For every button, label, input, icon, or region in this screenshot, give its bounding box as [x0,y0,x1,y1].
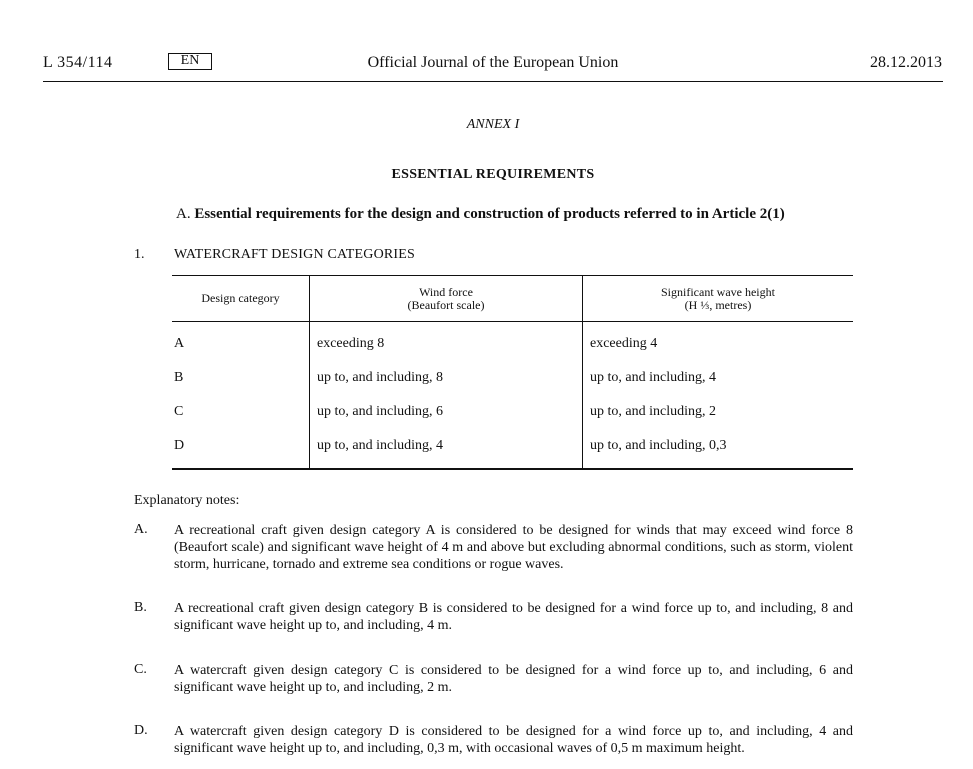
subheading-text: Essential requirements for the design and construction of products referred to in Article 2(1) [194,206,785,222]
language-badge: EN [168,53,212,70]
note-text: A watercraft given design category D is considered to be designed for a wind force up to, and including, 4 and significant wave height up to, and including, 0,3 m, with occasional waves of 0,5 m maximum height. [174,724,853,756]
table-cell: C [174,404,184,419]
header-wave-height: Significant wave height (H ⅓, metres) [582,276,853,321]
header-wind-force: Wind force (Beaufort scale) [309,276,582,321]
header-design-category: Design category [201,291,280,305]
table-cell: up to, and including, 4 [317,438,443,453]
note-letter: D. [134,723,148,738]
note-letter: A. [134,522,148,537]
column-wind-force [309,322,582,468]
section-number: 1. [134,247,145,262]
header-divider [43,81,943,82]
table-cell: up to, and including, 0,3 [590,438,727,453]
table-cell: exceeding 4 [590,336,658,351]
column-wave-height [582,322,853,468]
page-heading: ESSENTIAL REQUIREMENTS [391,167,595,182]
table-cell: up to, and including, 4 [590,370,716,385]
note-text: A recreational craft given design category A is considered to be designed for winds that may exceed wind force 8 (Beaufort scale) and significant wave height of 4 m and above but excluding abnormal conditions, such as storm, violent storm, hurricane, tornado and extreme sea conditions or rogue waves. [174,523,853,572]
subheading-letter: A. [176,206,191,222]
table-cell: up to, and including, 2 [590,404,716,419]
design-categories-table [172,275,853,470]
note-letter: C. [134,662,147,677]
table-body [172,322,853,468]
note-text: A recreational craft given design category B is considered to be designed for a wind force up to, and including, 8 and significant wave height up to, and including, 4 m. [174,601,853,633]
page-reference: L 354/114 [43,54,113,71]
table-header [172,276,853,322]
table-cell: up to, and including, 8 [317,370,443,385]
table-cell: B [174,370,184,385]
annex-title: ANNEX I [466,117,520,132]
notes-title: Explanatory notes: [134,493,240,508]
table-cell: A [174,336,185,351]
section-title: WATERCRAFT DESIGN CATEGORIES [174,247,416,262]
table-cell: exceeding 8 [317,336,385,351]
subheading [176,206,785,223]
column-category [172,322,309,468]
journal-title: Official Journal of the European Union [367,54,619,71]
table-cell: D [174,438,185,453]
publication-date: 28.12.2013 [870,54,942,71]
note-letter: B. [134,600,147,615]
note-text: A watercraft given design category C is considered to be designed for a wind force up to, and including, 6 and significant wave height up to, and including, 2 m. [174,663,853,695]
table-cell: up to, and including, 6 [317,404,443,419]
